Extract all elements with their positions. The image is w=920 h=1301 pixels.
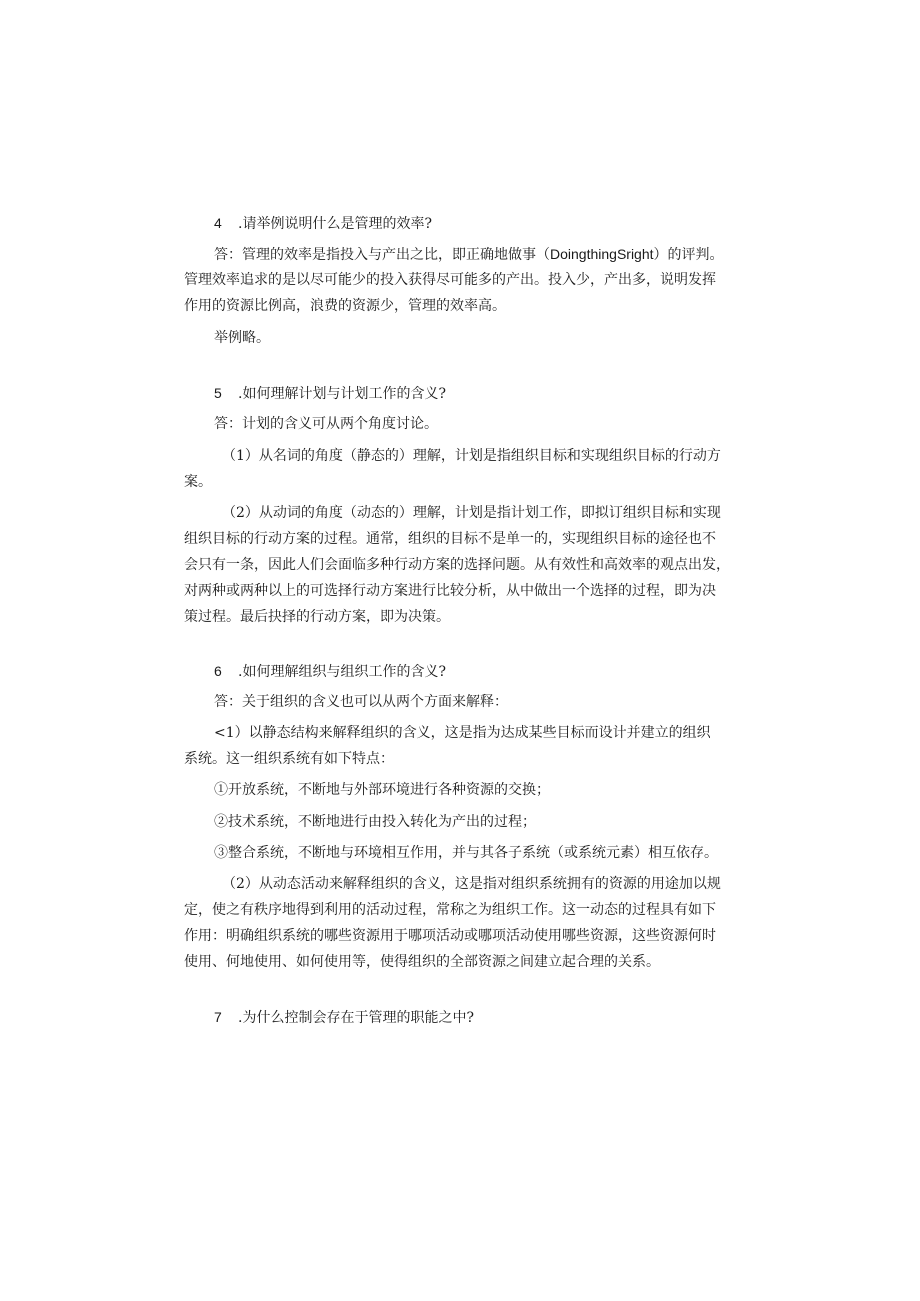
q5-point-2-line-1: （2）从动词的角度（动态的）理解，计划是指计划工作，即拟订组织目标和实现: [222, 505, 721, 521]
q6-point-1-line-1: <1）以静态结构来解释组织的含义，这是指为达成某些目标而设计并建立的组织: [214, 725, 711, 741]
q5-point-2-line-2: 组织目标的行动方案的过程。通常，组织的目标不是单一的，实现组织目标的途径也不: [184, 531, 716, 547]
q4-answer-line-2: 管理效率追求的是以尽可能少的投入获得尽可能多的产出。投入少，产出多，说明发挥: [184, 272, 716, 288]
q5-point-1-line-1: （1）从名词的角度（静态的）理解，计划是指组织目标和实现组织目标的行动方: [222, 448, 721, 464]
question-title: .如何理解组织与组织工作的含义?: [238, 664, 446, 680]
answer-latin-term: DoingthingSright: [550, 246, 654, 262]
q5-answer: 答：计划的含义可从两个角度讨论。: [214, 416, 438, 432]
question-6-heading: [214, 661, 446, 682]
q6-answer: 答：关于组织的含义也可以从两个方面来解释：: [214, 694, 508, 710]
question-title: .请举例说明什么是管理的效率?: [238, 216, 432, 232]
q6-list-item-2: ②技术系统，不断地进行由投入转化为产出的过程；: [214, 814, 536, 830]
q5-point-2-line-3: 会只有一条，因此人们会面临多种行动方案的选择问题。从有效性和高效率的观点出发，: [184, 557, 730, 573]
question-number: 4: [214, 215, 222, 231]
q4-example: 举例略。: [214, 330, 270, 346]
answer-text: ）的评判。: [653, 247, 724, 263]
q5-point-2-line-5: 策过程。最后抉择的行动方案，即为决策。: [184, 609, 450, 625]
q6-point-2-line-1: （2）从动态活动来解释组织的含义，这是指对组织系统拥有的资源的用途加以规: [222, 876, 721, 892]
question-title: .为什么控制会存在于管理的职能之中?: [238, 1010, 474, 1026]
question-7-heading: [214, 1007, 474, 1028]
question-number: 5: [214, 385, 222, 401]
q6-point-2-line-3: 作用：明确组织系统的哪些资源用于哪项活动或哪项活动使用哪些资源，这些资源何时: [184, 928, 716, 944]
q6-list-item-3: ③整合系统，不断地与环境相互作用，并与其各子系统（或系统元素）相互依存。: [214, 845, 718, 861]
question-number: 7: [214, 1009, 222, 1025]
question-number: 6: [214, 663, 222, 679]
q5-point-2-line-4: 对两种或两种以上的可选择行动方案进行比较分析，从中做出一个选择的过程，即为决: [184, 583, 716, 599]
question-5-heading: [214, 383, 446, 404]
q6-point-2-line-4: 使用、何地使用、如何使用等，使得组织的全部资源之间建立起合理的关系。: [184, 954, 660, 970]
answer-text: 答：管理的效率是指投入与产出之比，即正确地做事（: [214, 247, 550, 263]
q4-answer-line-3: 作用的资源比例高，浪费的资源少，管理的效率高。: [184, 298, 506, 314]
q6-point-2-line-2: 定，使之有秩序地得到利用的活动过程，常称之为组织工作。这一动态的过程具有如下: [184, 902, 716, 918]
question-title: .如何理解计划与计划工作的含义?: [238, 386, 446, 402]
q4-answer-line-1: [214, 244, 724, 265]
q6-point-1-line-2: 系统。这一组织系统有如下特点：: [184, 751, 394, 767]
q6-list-item-1: ①开放系统，不断地与外部环境进行各种资源的交换；: [214, 782, 550, 798]
q5-point-1-line-2: 案。: [184, 474, 212, 490]
question-4-heading: [214, 213, 432, 234]
